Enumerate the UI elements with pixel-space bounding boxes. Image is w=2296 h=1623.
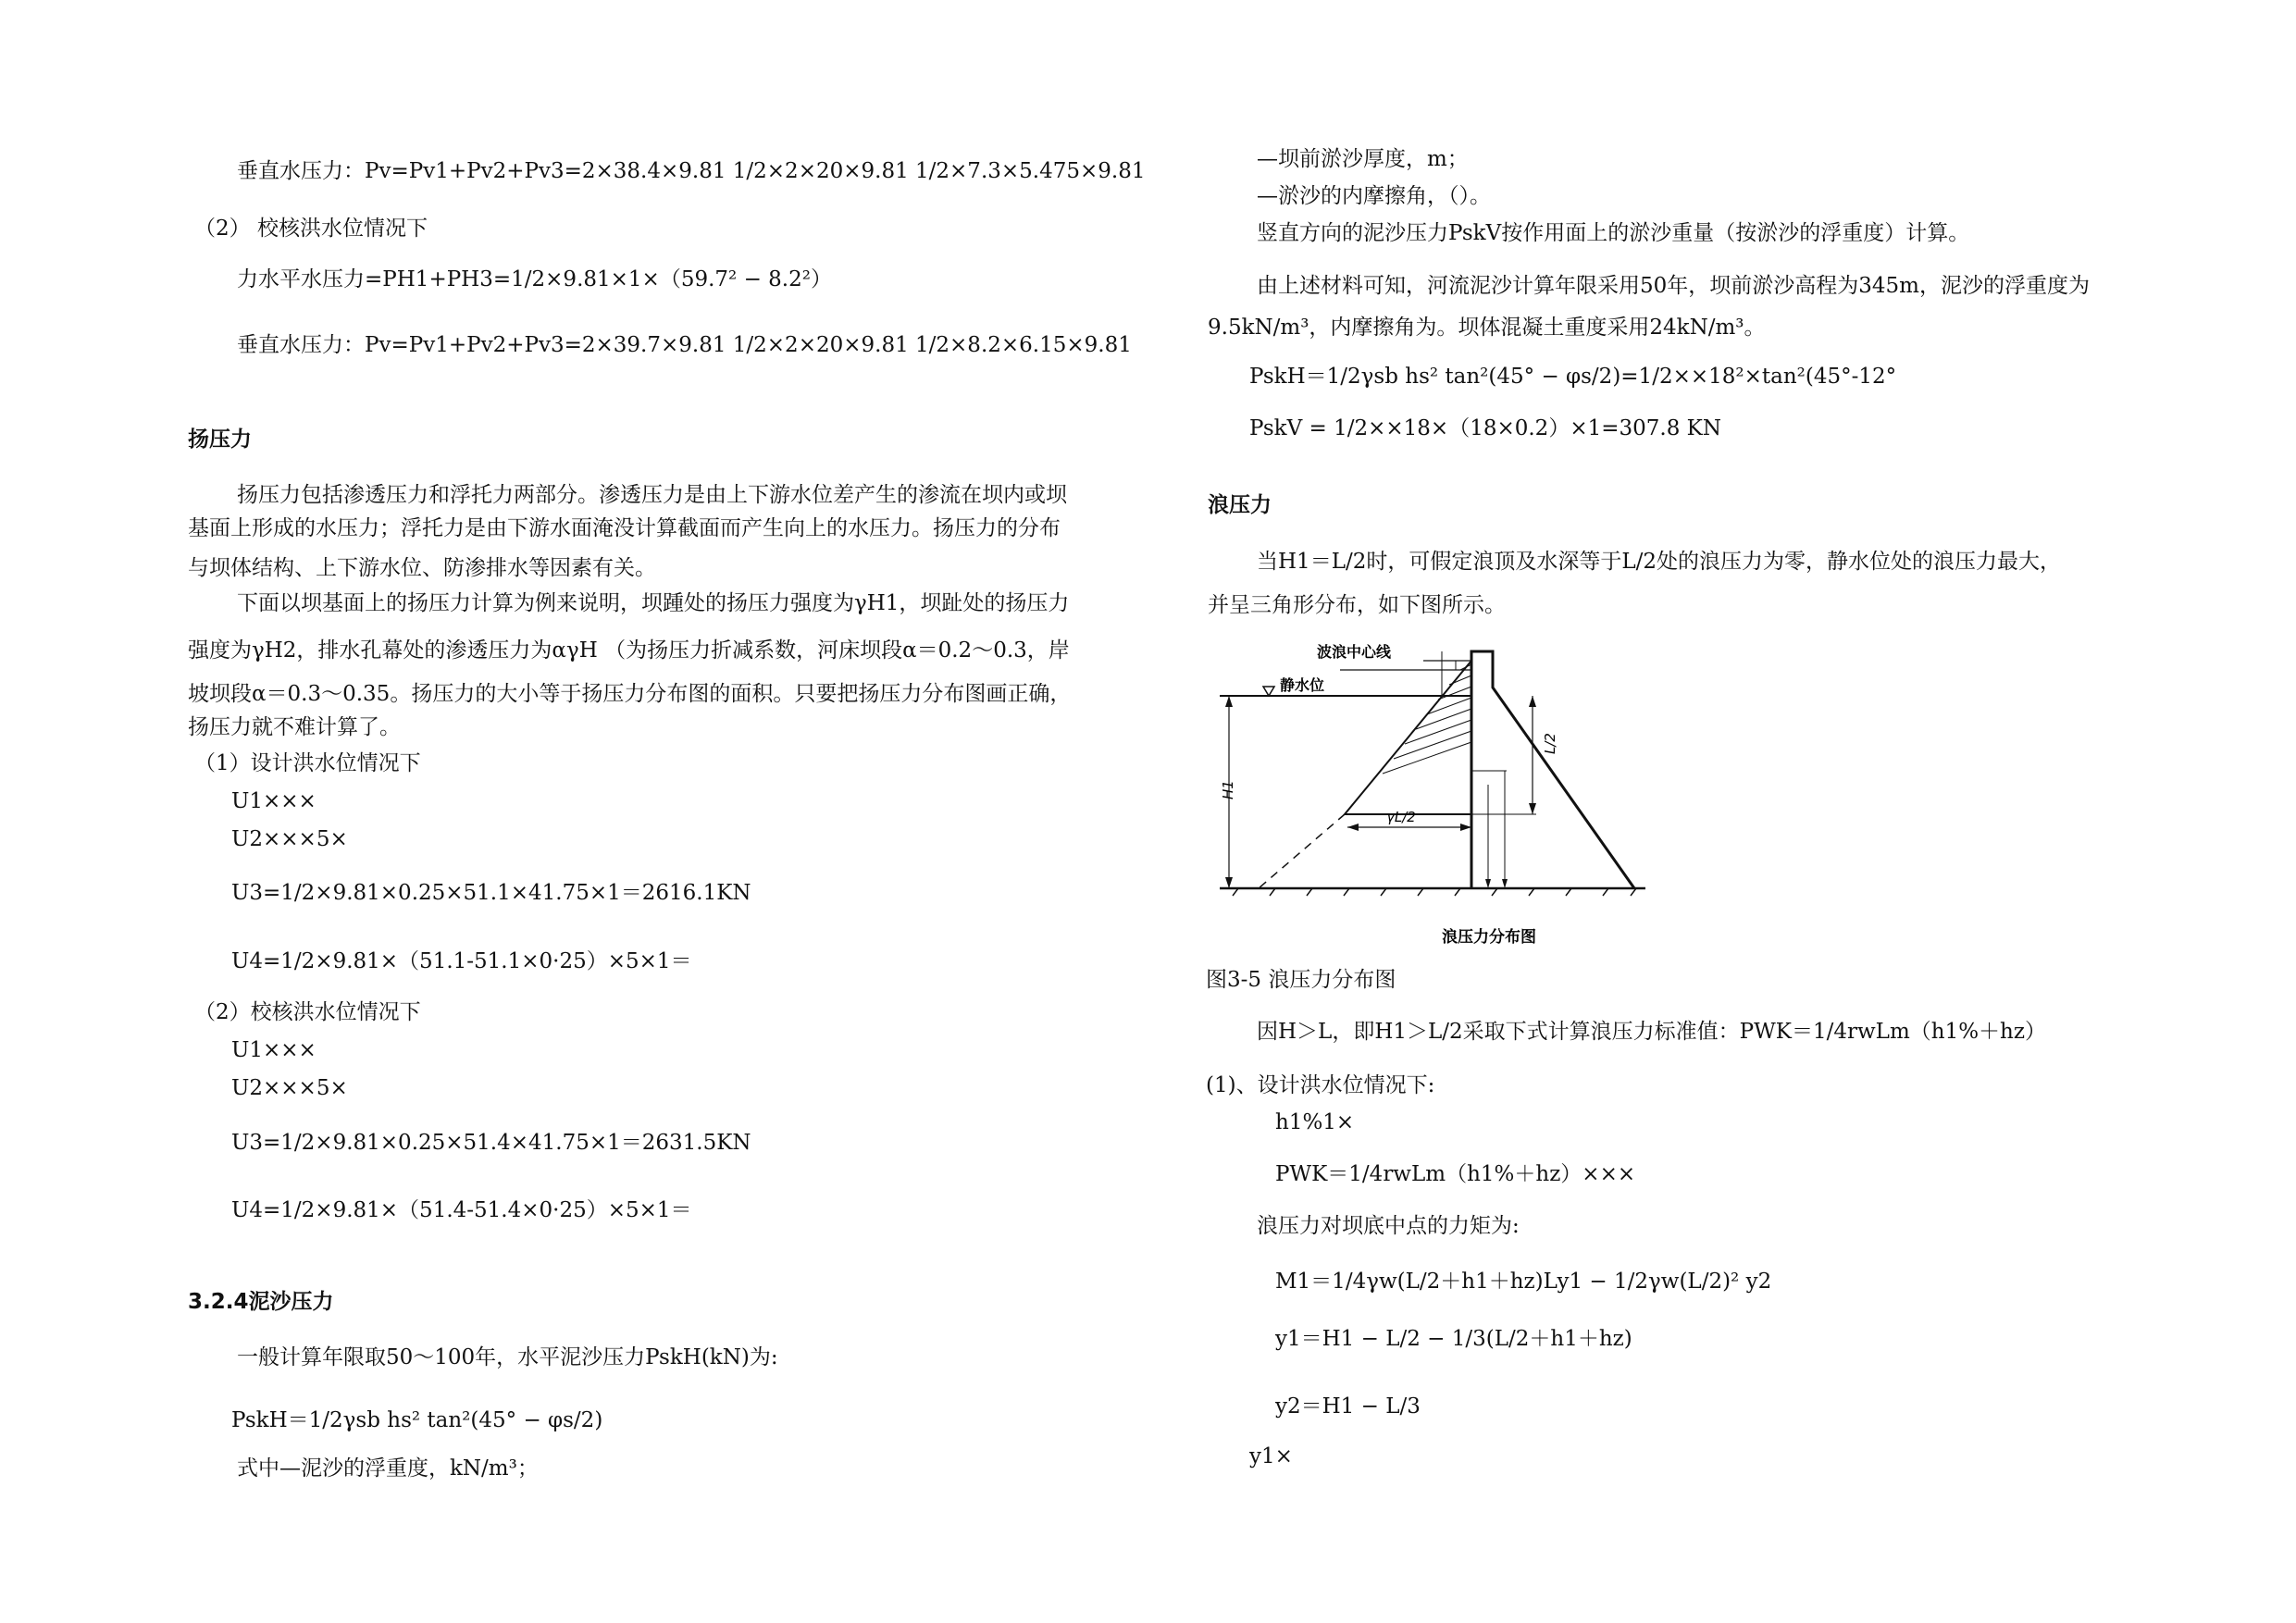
design-case-heading: （1）设计洪水位情况下 — [194, 751, 421, 775]
def-silt-thickness: —坝前淤沙厚度，m； — [1257, 147, 1469, 171]
label-h1: H1 — [1220, 780, 1236, 799]
label-half-l: L/2 — [1542, 733, 1558, 754]
design-u1: U1××× — [231, 789, 316, 813]
pressure-hatch — [1383, 664, 1471, 774]
h1-value: h1%1× — [1275, 1110, 1355, 1134]
design-u4: U4=1/2×9.81×（51.1-51.1×0·25）×5×1＝ — [231, 949, 692, 973]
check-u4: U4=1/2×9.81×（51.4-51.4×0·25）×5×1＝ — [231, 1198, 692, 1222]
design-u2: U2×××5× — [231, 827, 348, 851]
design-case-wave: (1)、设计洪水位情况下: — [1206, 1073, 1435, 1097]
water-level-icon — [1263, 687, 1274, 696]
material-para-line-1: 由上述材料可知，河流泥沙计算年限采用50年，坝前淤沙高程为345m，泥沙的浮重度为 — [1257, 274, 2090, 298]
wave-pressure-diagram — [1210, 637, 1650, 951]
silt-pressure-heading: 3.2.4泥沙压力 — [188, 1290, 334, 1314]
horizontal-water-pressure: 力水平水压力=PH1+PH3=1/2×9.81×1×（59.7² − 8.2²） — [237, 267, 832, 291]
pskh-formula: PskH＝1/2γsb hs² tan²(45° − φs/2)=1/2××18²×tan²(45°-12° — [1249, 365, 1897, 389]
y2-formula: y2＝H1 − L/3 — [1275, 1394, 1421, 1419]
label-still-water: 静水位 — [1280, 676, 1325, 694]
material-para-line-2: 9.5kN/m³，内摩擦角为。坝体混凝土重度采用24kN/m³。 — [1208, 316, 1766, 340]
uplift-para-2-line-2: 强度为γH2，排水孔幕处的渗透压力为αγH （为扬压力折减系数，河床坝段α＝0.2～0.3，岸 — [188, 638, 1070, 663]
check-u3: U3=1/2×9.81×0.25×51.4×41.75×1＝2631.5KN — [231, 1131, 751, 1155]
uplift-para-2-line-1: 下面以坝基面上的扬压力计算为例来说明，坝踵处的扬压力强度为γH1，坝趾处的扬压力 — [237, 591, 1070, 615]
wave-para-line-2: 并呈三角形分布，如下图所示。 — [1208, 593, 1506, 617]
check-u1: U1××× — [231, 1038, 316, 1062]
check-flood-case-heading: （2） 校核洪水位情况下 — [194, 217, 428, 241]
design-u3: U3=1/2×9.81×0.25×51.1×41.75×1＝2616.1KN — [231, 881, 751, 905]
m1-formula: M1＝1/4γw(L/2＋h1＋hz)Ly1 − 1/2γw(L/2)² y2 — [1275, 1270, 1772, 1294]
y1-end: y1× — [1249, 1444, 1293, 1468]
figure-caption: 图3-5 浪压力分布图 — [1206, 968, 1396, 992]
pwk-value: PWK＝1/4rwLm（h1%＋hz）××× — [1275, 1162, 1636, 1186]
uplift-para-2-line-3: 坡坝段α＝0.3～0.35。扬压力的大小等于扬压力分布图的面积。只要把扬压力分布图画正确， — [188, 682, 1072, 706]
pskv-formula: PskV = 1/2××18×（18×0.2）×1=307.8 KN — [1249, 416, 1721, 440]
uplift-para-1-line-3: 与坝体结构、上下游水位、防渗排水等因素有关。 — [188, 556, 656, 580]
check-case-heading: （2）校核洪水位情况下 — [194, 1000, 421, 1024]
label-wave-center: 波浪中心线 — [1317, 643, 1392, 661]
vertical-silt-para: 竖直方向的泥沙压力PskV按作用面上的淤沙重量（按淤沙的浮重度）计算。 — [1257, 221, 1970, 245]
label-gamma-half-l: γL/2 — [1386, 809, 1416, 825]
standard-value-para: 因H＞L，即H1＞L/2采取下式计算浪压力标准值：PWK＝1/4rwLm（h1%＋hz） — [1257, 1020, 2046, 1044]
wave-para-line-1: 当H1＝L/2时，可假定浪顶及水深等于L/2处的浪压力为零，静水位处的浪压力最大， — [1257, 550, 2062, 574]
moment-intro: 浪压力对坝底中点的力矩为: — [1257, 1214, 1520, 1238]
y1-formula: y1＝H1 − L/2 − 1/3(L/2＋h1＋hz) — [1275, 1327, 1632, 1351]
silt-formula: PskH＝1/2γsb hs² tan²(45° − φs/2) — [231, 1408, 603, 1432]
figure-title: 浪压力分布图 — [1442, 928, 1536, 947]
check-u2: U2×××5× — [231, 1076, 348, 1100]
uplift-para-1-line-1: 扬压力包括渗透压力和浮托力两部分。渗透压力是由上下游水位差产生的渗流在坝内或坝 — [237, 483, 1067, 507]
silt-where: 式中—泥沙的浮重度，kN/m³； — [237, 1456, 539, 1481]
uplift-para-2-line-4: 扬压力就不难计算了。 — [188, 715, 401, 739]
vertical-water-pressure-design: 垂直水压力：Pv=Pv1+Pv2+Pv3=2×38.4×9.81 1/2×2×20×9.81 1/2×7.3×5.475×9.81 — [237, 159, 1146, 183]
uplift-heading: 扬压力 — [188, 427, 252, 452]
def-friction-angle: —淤沙的内摩擦角，（）。 — [1257, 184, 1491, 208]
uplift-para-1-line-2: 基面上形成的水压力；浮托力是由下游水面淹没计算截面而产生向上的水压力。扬压力的分布 — [188, 516, 1061, 540]
silt-para: 一般计算年限取50～100年，水平泥沙压力PskH(kN)为: — [237, 1345, 778, 1369]
dam-outline — [1471, 651, 1634, 888]
vertical-water-pressure-check: 垂直水压力：Pv=Pv1+Pv2+Pv3=2×39.7×9.81 1/2×2×20×9.81 1/2×8.2×6.15×9.81 — [237, 333, 1132, 357]
wave-pressure-heading: 浪压力 — [1208, 493, 1272, 517]
